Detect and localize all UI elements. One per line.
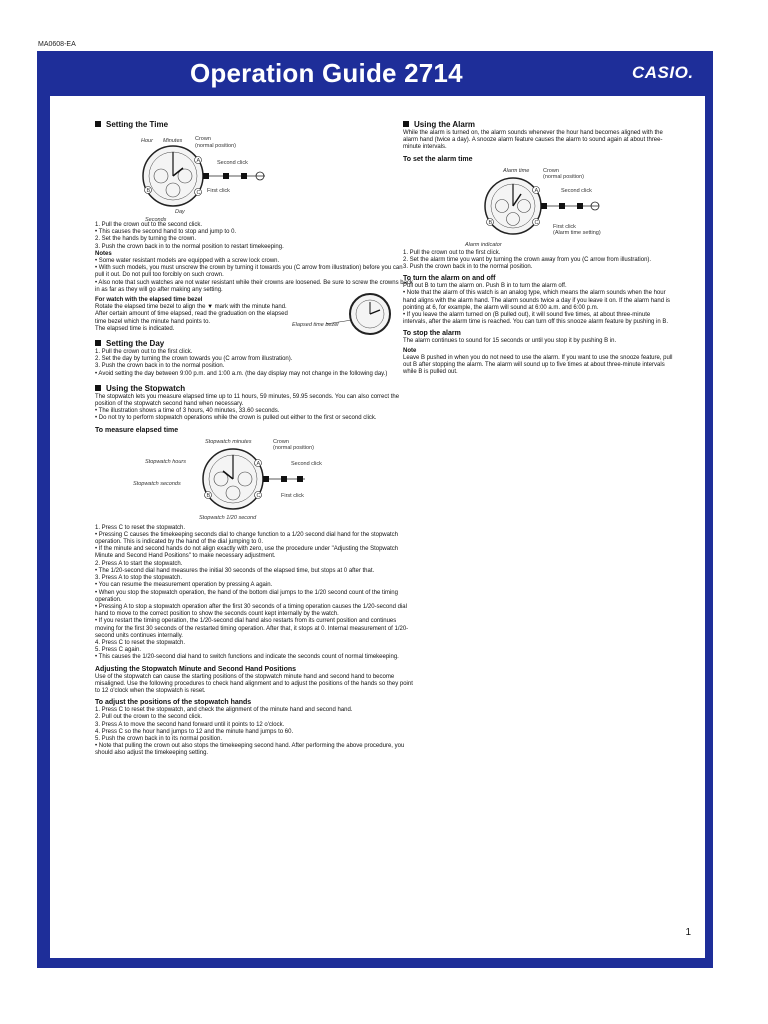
measure-step: 2. Press A to start the stopwatch. [95, 560, 183, 567]
label-first-click-note: (Alarm time setting) [553, 229, 601, 236]
time-step-1: 1. Pull the crown out to the second click. [95, 222, 203, 228]
notes-heading: Notes [95, 250, 112, 257]
bezel-diagram [290, 290, 400, 340]
label-crown: Crown [273, 438, 289, 445]
alarm-step: 3. Push the crown back in to the normal position. [403, 264, 533, 271]
day-step: 2. Set the day by turning the crown towards you (C arrow from illustration). [95, 356, 293, 363]
stop-alarm-heading: To stop the alarm [403, 330, 461, 338]
page-title: Operation Guide 2714 [190, 58, 463, 88]
note-item: • Some water resistant models are equipped with a screw lock crown. [95, 258, 280, 265]
setting-day-heading: Setting the Day [95, 339, 413, 349]
day-step: 1. Pull the crown out to the first click. [95, 349, 193, 356]
content-panel [50, 96, 705, 958]
stopwatch-diagram [95, 435, 355, 525]
adjust-step: • Note that pulling the crown out also stops the timekeeping second hand. After performing the above procedure, you should also adjust the timekeeping setting. [95, 743, 405, 757]
label-day: Day [175, 209, 185, 215]
label-minutes: Minutes [163, 138, 183, 144]
label-button-b: B [206, 492, 211, 499]
document-code: MA0608-EA [38, 41, 76, 48]
measure-heading: To measure elapsed time [95, 426, 179, 434]
label-stopwatch-20: Stopwatch 1/20 second [199, 514, 257, 521]
left-column [95, 120, 413, 758]
alarm-note-heading: Note [403, 347, 417, 354]
bullet-square-icon [95, 385, 101, 391]
bezel-heading: For watch with the elapsed time bezel [95, 297, 203, 304]
time-step-note: • This causes the second hand to stop and jump to 0. [95, 229, 237, 236]
stopwatch-intro: • Do not try to perform stopwatch operations while the crown is pulled out either to the first or second click. [95, 415, 377, 422]
note-item: • With such models, you must unscrew the crown by turning it towards you (C arrow from illustration) before you can pull it out. Do not pull too forcibly on such crown. [95, 265, 403, 279]
time-step-3: 3. Push the crown back in to the normal position to restart timekeeping. [95, 243, 284, 250]
stopwatch-intro: • The illustration shows a time of 3 hours, 40 minutes, 33.60 seconds. [95, 408, 280, 415]
label-hour: Hour [141, 138, 153, 144]
day-step: • Avoid setting the day between 9:00 p.m. and 1:00 a.m. (the day display may not change in the following day.) [95, 370, 388, 377]
label-alarm-time: Alarm time [503, 167, 530, 174]
bezel-text: Rotate the elapsed time bezel to align the ▼ mark with the minute hand. [95, 304, 287, 311]
onoff-text: Pull out B to turn the alarm on. Push B in to turn the alarm off. [403, 283, 567, 290]
time-setting-diagram [95, 130, 315, 222]
label-first-click: First click [207, 188, 230, 194]
label-seconds: Seconds [145, 217, 167, 222]
adjust-step: 2. Pull out the crown to the second click. [95, 714, 203, 721]
label-alarm-indicator: Alarm indicator [465, 241, 502, 248]
bullet-square-icon [95, 340, 101, 346]
label-crown-position: (normal position) [543, 173, 584, 180]
bezel-block [95, 304, 413, 333]
bezel-label: Elapsed time bezel [292, 322, 339, 329]
note-item: • Also note that such watches are not water resistant while their crowns are loosened. Be sure to screw the crowns back in as far as they will go after making any setting. [95, 279, 413, 293]
label-button-c: C [256, 492, 261, 499]
label-second-click: Second click [291, 460, 322, 467]
alarm-step: 1. Pull the crown out to the first click. [403, 249, 501, 256]
adjust-step: 5. Push the crown back in to its normal position. [95, 735, 223, 742]
adjust-step: 3. Press A to move the second hand forward until it points to 12 o'clock. [95, 721, 285, 728]
label-stopwatch-minutes: Stopwatch minutes [205, 438, 252, 445]
label-button-a: A [196, 158, 201, 164]
measure-step: 5. Press C again. [95, 647, 142, 654]
time-step-2: 2. Set the hands by turning the crown. [95, 236, 197, 243]
label-stopwatch-hours: Stopwatch hours [145, 458, 186, 465]
measure-step: • If you restart the timing operation, the 1/20-second dial hand also restarts from its current position and continues moving for the first 30 seconds of the restarted timing operation. After that, it stops at 0. Internal measurement of 1/20-second units continues internally. [95, 618, 409, 639]
page-number: 1 [685, 927, 691, 938]
measure-step: • This causes the 1/20-second dial hand to switch functions and indicate the seconds count of normal timekeeping. [95, 654, 399, 661]
alarm-intro: While the alarm is turned on, the alarm sounds whenever the hour hand becomes aligned with the alarm hand (twice a day). A snooze alarm feature causes the alarm to sound again at about three-minute intervals. [403, 130, 663, 151]
measure-step: 4. Press C to reset the stopwatch. [95, 639, 186, 646]
label-button-b: B [488, 219, 493, 226]
measure-step: • The 1/20-second dial hand measures the initial 30 seconds of the elapsed time, but stops at 0 after that. [95, 567, 375, 574]
brand-logo: CASIO. [632, 63, 694, 82]
label-crown: Crown [195, 136, 211, 142]
bullet-square-icon [95, 121, 101, 127]
measure-step: • Pressing C causes the timekeeping seconds dial to change function to a 1/20 second dial hand for the stopwatch operation. This is indicated by the hand of the dial jumping to 0. [95, 531, 398, 546]
onoff-text: • If you leave the alarm turned on (B pulled out), it will sound five times, at about three-minute intervals, after the alarm time is reached. You can turn off this snooze alarm feature by pushing in B. [403, 312, 669, 326]
adjust-step: 1. Press C to reset the stopwatch, and check the alignment of the minute hand and second hand. [95, 707, 353, 714]
bezel-text: The elapsed time is indicated. [95, 325, 175, 332]
label-first-click: First click [281, 492, 304, 499]
label-button-a: A [256, 460, 261, 467]
label-stopwatch-seconds: Stopwatch seconds [133, 480, 181, 487]
day-step: 3. Push the crown back in to the normal position. [95, 363, 225, 370]
label-button-b: B [146, 188, 151, 194]
measure-step: • When you stop the stopwatch operation, the hand of the bottom dial jumps to the 1/20 second count of the timing operation. [95, 589, 398, 603]
label-button-a: A [534, 187, 539, 194]
alarm-step: 2. Set the alarm time you want by turning the crown away from you (C arrow from illustration). [403, 256, 652, 263]
alarm-heading: Using the Alarm [403, 120, 673, 130]
alarm-note-text: Leave B pushed in when you do not need to use the alarm. If you want to use the snooze feature, pull out B after stopping the alarm. The alarm will sound up to five times at about three-minute intervals while B is pulled out. [403, 354, 673, 376]
stop-alarm-text: The alarm continues to sound for 15 seconds or until you stop it by pushing B in. [403, 338, 617, 345]
right-column [403, 120, 673, 376]
adjust-subheading: To adjust the positions of the stopwatch hands [95, 699, 252, 707]
setting-time-heading: Setting the Time [95, 120, 413, 130]
measure-step: • Pressing A to stop a stopwatch operation after the first 30 seconds of a timing operation causes the 1/20-second dial hand to move to the correct position to show the seconds count kept internally by the watch. [95, 603, 407, 618]
alarm-diagram [403, 164, 663, 250]
label-crown-position: (normal position) [273, 444, 314, 451]
adjust-heading: Adjusting the Stopwatch Minute and Second Hand Positions [95, 665, 297, 673]
label-first-click: First click [553, 223, 576, 230]
label-second-click: Second click [217, 160, 248, 166]
measure-step: 1. Press C to reset the stopwatch. [95, 524, 186, 531]
bullet-square-icon [403, 121, 409, 127]
label-second-click: Second click [561, 187, 592, 194]
stopwatch-intro: The stopwatch lets you measure elapsed time up to 11 hours, 59 minutes, 59.95 seconds. You can also correct the position of the stopwatch second hand when necessary. [95, 393, 400, 408]
label-button-c: C [534, 219, 539, 226]
measure-step: • You can resume the measurement operation by pressing A again. [95, 582, 273, 589]
label-crown-position: (normal position) [195, 143, 236, 149]
stopwatch-heading: Using the Stopwatch [95, 384, 413, 394]
onoff-heading: To turn the alarm on and off [403, 275, 496, 283]
label-button-c: C [196, 190, 201, 196]
onoff-text: • Note that the alarm of this watch is an analog type, which means the alarm sounds when the hour hand aligns with the alarm hand. The alarm sounds twice a day if you leave it on. If the alarm hand is pointing at 6, for example, the alarm will sound at 6:00 a.m. and 6:00 p.m. [403, 290, 671, 311]
set-alarm-heading: To set the alarm time [403, 155, 473, 163]
measure-step: 3. Press A to stop the stopwatch. [95, 575, 183, 582]
adjust-text: Use of the stopwatch can cause the starting positions of the stopwatch minute hand and second hand to become misaligned. Use the following procedures to check hand alignment and to adjust the positions of the hands so they point to 12 o'clock when the stopwatch is reset. [95, 673, 413, 694]
measure-step: • If the minute and second hands do not align exactly with zero, use the procedure under "Adjusting the Stopwatch Minute and Second Hand Positions" to make necessary adjustment. [95, 546, 399, 560]
adjust-step: 4. Press C so the hour hand jumps to 12 and the minute hand jumps to 60. [95, 728, 294, 735]
label-crown: Crown [543, 167, 559, 174]
bezel-text: After certain amount of time elapsed, read the graduation on the elapsed time bezel which the minute hand points to. [95, 311, 288, 325]
